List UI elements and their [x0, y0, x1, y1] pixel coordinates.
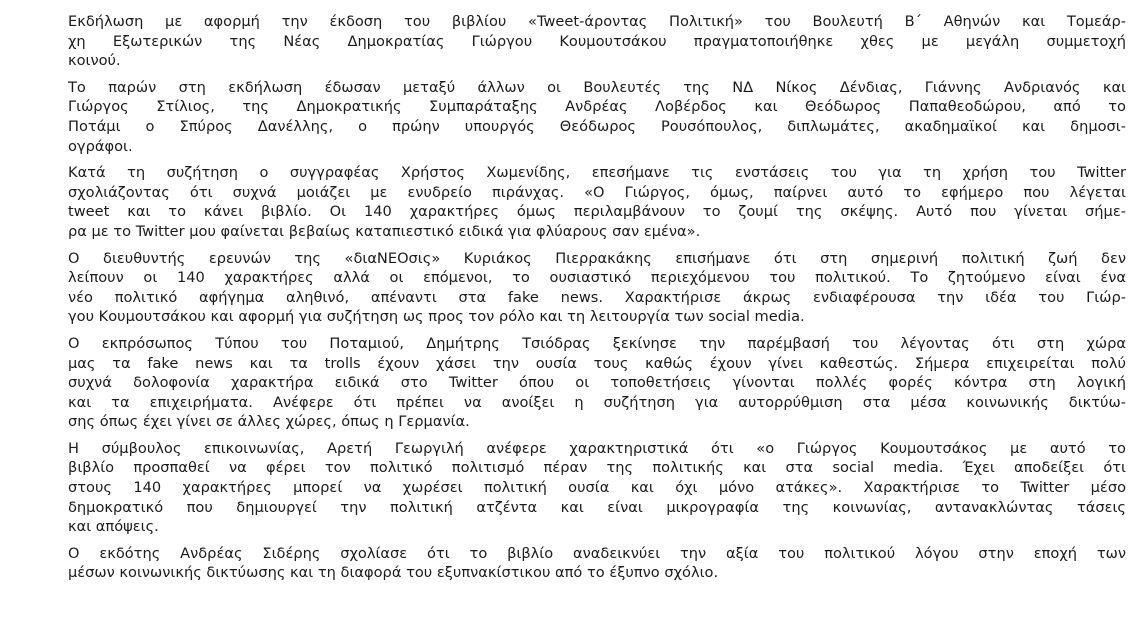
text-line: λείπουν οι 140 χαρακτήρες αλλά οι επόμενοι, το ουσιαστικό περιεχόμενου του πολιτικού. Το ζητούμενο είναι ένα [68, 269, 1126, 287]
text-line: Ο εκδότης Ανδρέας Σιδέρης σχολίασε ότι το βιβλίο αναδεικνύει την αξία του πολιτικού λόγου στην εποχή των [68, 544, 1126, 562]
text-line: γου Κουμουτσάκου και αφορμή για συζήτηση ως προς τον ρόλο και τη λειτουργία των social media. [68, 308, 805, 326]
text-line: Η σύμβουλος επικοινωνίας, Αρετή Γεωργιλή ανέφερε χαρακτηριστικά ότι «ο Γιώργος Κουμουτσάκος με αυτό το [68, 439, 1126, 457]
paragraph-event-intro [68, 12, 1126, 71]
text-line: νέο πολιτικό αφήγημα αληθινό, απέναντι στα fake news. Χαρακτήρισε άκρως ενδιαφέρουσα την ιδέα του Γιώρ- [68, 288, 1126, 306]
text-line: σχολιάζοντας ότι συχνά μοιάζει με ενυδρείο πιράνχας. «Ο Γιώργος, όμως, παίρνει αυτό το εφήμερο που λέγεται [68, 183, 1126, 201]
text-line: σης όπως έχει γίνει σε άλλες χώρες, όπως η Γερμανία. [68, 413, 470, 431]
paragraph-pierrakakis [68, 249, 1126, 327]
text-line: ρα με το Twitter μου φαίνεται βεβαίως καταπιεστικό ειδικά για φλύαρους σαν εμένα». [68, 222, 701, 240]
text-line: Ο εκπρόσωπος Τύπου του Ποταμιού, Δημήτρης Τσιόδρας ξεκίνησε την παρέμβασή του λέγοντας ότι στη χώρα [68, 334, 1126, 352]
text-line: ογράφοι. [68, 137, 133, 155]
text-line: μέσων κοινωνικής δικτύωσης και τη διαφορά του εξυπνακίστικου από το έξυπνο σχόλιο. [68, 564, 719, 582]
text-line: και τα επιχειρήματα. Ανέφερε ότι πρέπει να ανοίξει η συζήτηση για αυτορρύθμιση στα μέσα κοινωνικής δικτύω- [68, 393, 1126, 411]
text-line: δημοκρατικό που δημιουργεί την πολιτική ατζέντα και είναι μικρογραφία της κοινωνίας, αντανακλώντας τάσεις [68, 498, 1126, 516]
text-line: και απόψεις. [68, 518, 159, 536]
text-line: βιβλίο προσπαθεί να φέρει τον πολιτικό πολιτισμό πέραν της πολιτικής και στα social media. Έχει αποδείξει ότι [68, 459, 1126, 477]
text-line: στους 140 χαρακτήρες μπορεί να χωρέσει πολιτική ουσία και όχι μόνο ατάκες». Χαρακτήρισε το Twitter μέσο [68, 479, 1126, 497]
text-line: συχνά δολοφονία χαρακτήρα ειδικά στο Twitter όπου οι τοποθετήσεις γίνονται πολλές φορές κόντρα στη λογική [68, 374, 1126, 392]
text-line: Κατά τη συζήτηση ο συγγραφέας Χρήστος Χωμενίδης, επεσήμανε τις ενστάσεις του για τη χρήση του Twitter [68, 164, 1126, 182]
text-line: μας τα fake news και τα trolls έχουν χάσει την ουσία τους καθώς έχουν γίνει καθεστώς. Σήμερα επιχειρείται πολύ [68, 354, 1126, 372]
paragraph-tsiodras [68, 334, 1126, 432]
paragraph-attendees [68, 78, 1126, 156]
text-line: κοινού. [68, 52, 121, 70]
paragraph-chomenidis [68, 163, 1126, 241]
text-line: Ο διευθυντής ερευνών της «διαΝΕΟσις» Κυριάκος Πιερρακάκης επισήμανε ότι στη σημερινή πολιτική ζωή δεν [68, 249, 1126, 267]
paragraph-sideris [68, 544, 1126, 583]
text-line: Εκδήλωση με αφορμή την έκδοση του βιβλίου «Tweet-άροντας Πολιτική» του Βουλευτή Β΄ Αθηνών και Τομεάρ- [68, 13, 1126, 30]
text-line: Το παρών στη εκδήλωση έδωσαν μεταξύ άλλων οι Βουλευτές της ΝΔ Νίκος Δένδιας, Γιάννης Ανδριανός και [68, 78, 1126, 96]
text-line: tweet και το κάνει βιβλίο. Οι 140 χαρακτήρες όμως περιλαμβάνουν το ζουμί της σκέψης. Αυτό που γίνεται σήμε- [68, 203, 1126, 221]
paragraph-georgili [68, 439, 1126, 537]
text-line: Ποτάμι ο Σπύρος Δανέλλης, ο πρώην υπουργός Θεόδωρος Ρουσόπουλος, διπλωμάτες, ακαδημαϊκοί και δημοσι- [68, 117, 1126, 135]
article-body [68, 12, 1126, 590]
text-line: Γιώργος Στίλιος, της Δημοκρατικής Συμπαράταξης Ανδρέας Λοβέρδος και Θεόδωρος Παπαθεοδώρου, από το [68, 98, 1126, 116]
text-line: χη Εξωτερικών της Νέας Δημοκρατίας Γιώργου Κουμουτσάκου πραγματοποιήθηκε χθες με μεγάλη συμμετοχή [68, 32, 1126, 50]
